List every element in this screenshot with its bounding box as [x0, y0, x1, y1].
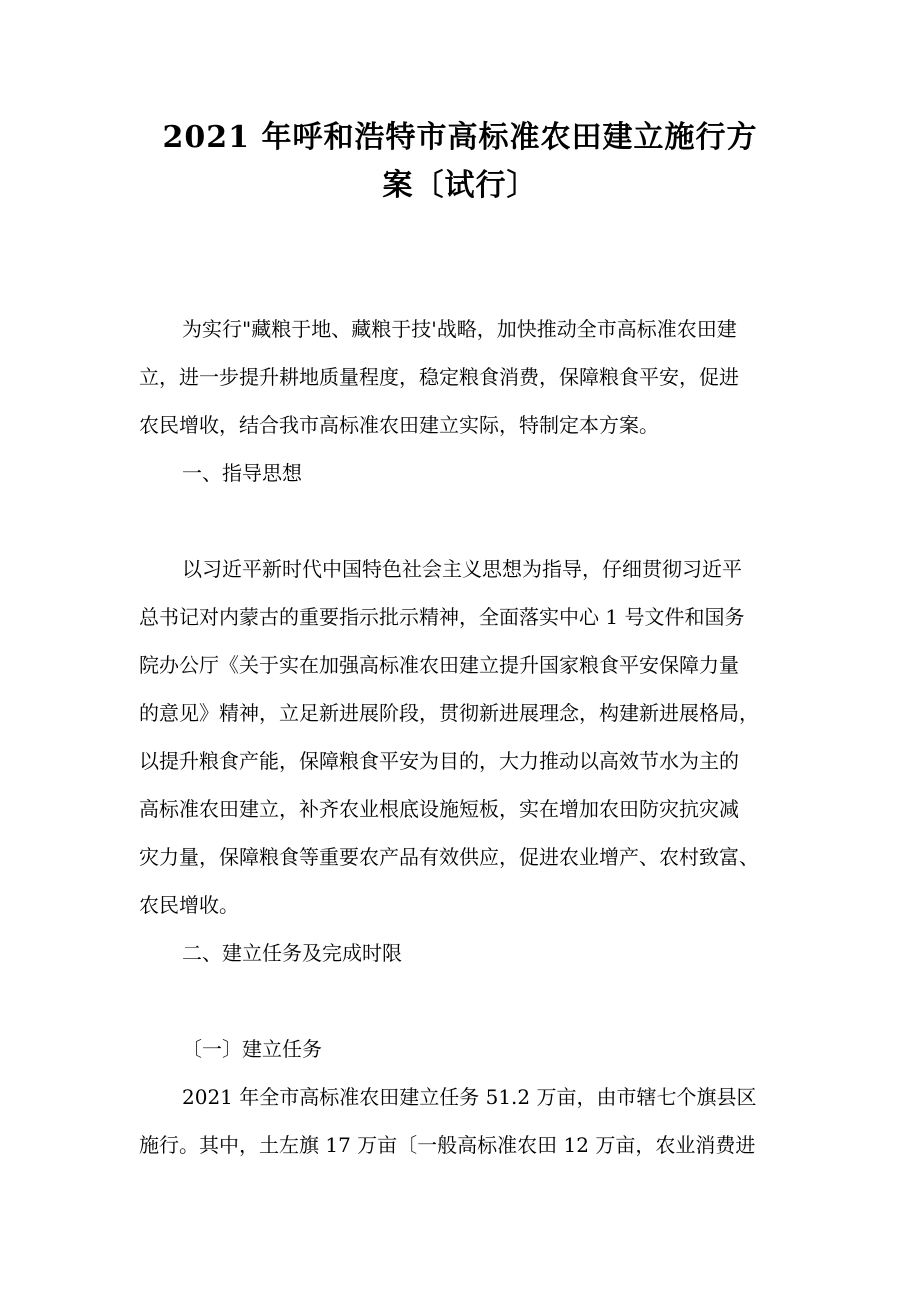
paragraph-guiding-line-6: 高标准农田建立，补齐农业根底设施短板，实在增加农田防灾抗灾减: [139, 797, 739, 821]
paragraph-intro-line-3: 农民增收，结合我市高标准农田建立实际，特制定本方案。: [139, 413, 659, 437]
paragraph-intro-line-1: 为实行"藏粮于地、藏粮于技'战略，加快推动全市高标准农田建: [182, 317, 737, 341]
paragraph-task-line-2: 施行。其中，土左旗 17 万亩〔一般高标准农田 12 万亩，农业消费进: [139, 1133, 756, 1157]
paragraph-guiding-line-2: 总书记对内蒙古的重要指示批示精神，全面落实中心 1 号文件和国务: [139, 605, 745, 629]
paragraph-guiding-line-1: 以习近平新时代中国特色社会主义思想为指导，仔细贯彻习近平: [182, 557, 742, 581]
document-title-line-2: 案〔试行〕: [382, 168, 538, 203]
section-heading-guiding-ideology: 一、指导思想: [182, 461, 302, 485]
paragraph-guiding-line-8: 农民增收。: [139, 893, 239, 917]
paragraph-guiding-line-7: 灾力量，保障粮食等重要农产品有效供应，促进农业增产、农村致富、: [139, 845, 759, 869]
document-title-line-1: 2021 年呼和浩特市高标准农田建立施行方: [162, 120, 758, 155]
paragraph-guiding-line-4: 的意见》精神，立足新进展阶段，贯彻新进展理念，构建新进展格局，: [139, 701, 759, 725]
paragraph-intro-line-2: 立，进一步提升耕地质量程度，稳定粮食消费，保障粮食平安，促进: [139, 365, 739, 389]
section-heading-tasks: 二、建立任务及完成时限: [182, 941, 402, 965]
paragraph-task-line-1: 2021 年全市高标准农田建立任务 51.2 万亩，由市辖七个旗县区: [182, 1085, 757, 1109]
subsection-heading-task: 〔一〕建立任务: [182, 1037, 322, 1061]
paragraph-guiding-line-3: 院办公厅《关于实在加强高标准农田建立提升国家粮食平安保障力量: [139, 653, 739, 677]
paragraph-guiding-line-5: 以提升粮食产能，保障粮食平安为目的，大力推动以高效节水为主的: [139, 749, 739, 773]
